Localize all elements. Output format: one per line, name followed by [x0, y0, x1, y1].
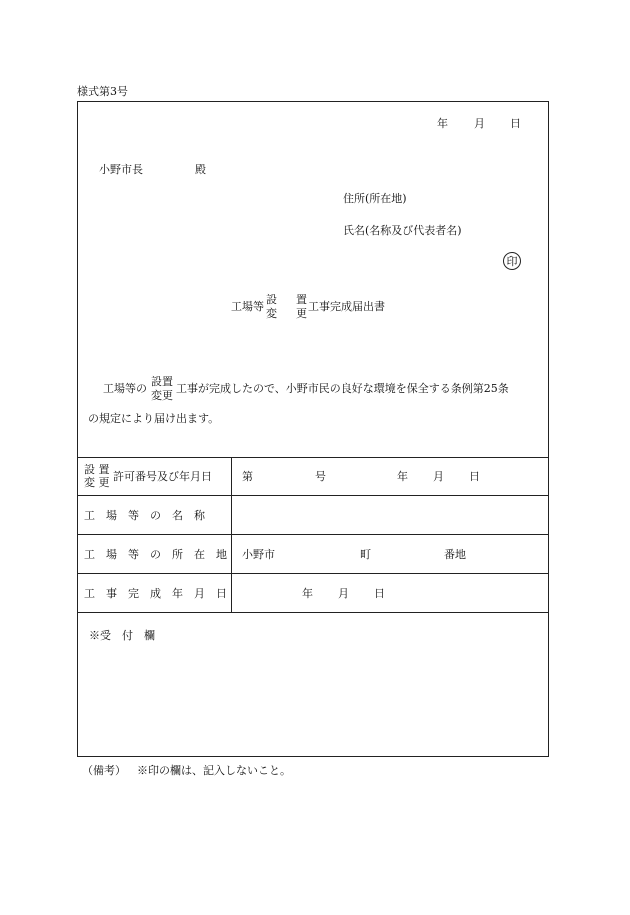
row-factory-location-town: 町 — [360, 548, 371, 561]
row-completion-date-year: 年 — [302, 587, 313, 600]
title-option-1-char-1: 設 — [266, 293, 277, 306]
row-factory-location-label: 工 場 等 の 所 在 地 — [84, 548, 227, 561]
title-option-2-char-1: 変 — [266, 307, 277, 320]
row-completion-date-month: 月 — [338, 587, 349, 600]
table-line-top — [77, 457, 549, 458]
note-label: （備考） — [82, 764, 126, 777]
row-permit-value-day: 日 — [469, 470, 480, 483]
row-factory-location-lot: 番地 — [444, 548, 466, 561]
applicant-address-label: 住所(所在地) — [343, 192, 407, 205]
title-option-1-char-2: 置 — [296, 293, 307, 306]
row-completion-date-label: 工 事 完 成 年 月 日 — [84, 587, 227, 600]
table-line-bottom — [77, 612, 549, 613]
row-permit-value-month: 月 — [433, 470, 444, 483]
body-option-stack — [151, 375, 173, 403]
table-line-1 — [77, 495, 549, 496]
row-permit-value-number-unit: 号 — [315, 470, 326, 483]
table-line-3 — [77, 573, 549, 574]
applicant-name-label: 氏名(名称及び代表者名) — [343, 224, 462, 237]
title-option-2-char-2: 更 — [296, 307, 307, 320]
header-date-year: 年 — [437, 117, 448, 130]
body-line-2: の規定により届け出ます。 — [88, 412, 220, 425]
title-option-column-1 — [266, 293, 277, 321]
row-permit-option-2: 変 更 — [84, 476, 110, 489]
row-permit-label-options — [84, 463, 110, 489]
note-text: ※印の欄は、記入しないこと。 — [137, 764, 291, 777]
form-number: 様式第3号 — [77, 85, 128, 98]
recipient-mayor: 小野市長 — [99, 163, 143, 176]
row-permit-label-suffix: 許可番号及び年月日 — [113, 470, 212, 483]
row-permit-value-year: 年 — [397, 470, 408, 483]
title-suffix: 工事完成届出書 — [308, 300, 385, 313]
row-factory-name-label: 工 場 等 の 名 称 — [84, 509, 205, 522]
row-factory-location-city: 小野市 — [242, 548, 275, 561]
body-line-1-suffix: 工事が完成したので、小野市民の良好な環境を保全する条例第25条 — [176, 382, 509, 395]
header-date-day: 日 — [510, 117, 521, 130]
seal-mark: 印 — [503, 252, 521, 270]
reception-label: ※受 付 欄 — [89, 629, 155, 642]
body-option-2: 変更 — [151, 389, 173, 402]
body-prefix: 工場等の — [103, 382, 147, 395]
row-permit-option-1: 設 置 — [84, 463, 110, 476]
recipient-honorific: 殿 — [195, 163, 206, 176]
table-column-divider — [231, 457, 232, 612]
title-option-column-2 — [296, 293, 307, 321]
header-date-month: 月 — [474, 117, 485, 130]
row-completion-date-day: 日 — [374, 587, 385, 600]
table-line-2 — [77, 534, 549, 535]
form-frame — [77, 101, 549, 757]
row-permit-value-prefix: 第 — [242, 470, 253, 483]
title-prefix: 工場等 — [231, 300, 264, 313]
body-option-1: 設置 — [151, 375, 173, 388]
